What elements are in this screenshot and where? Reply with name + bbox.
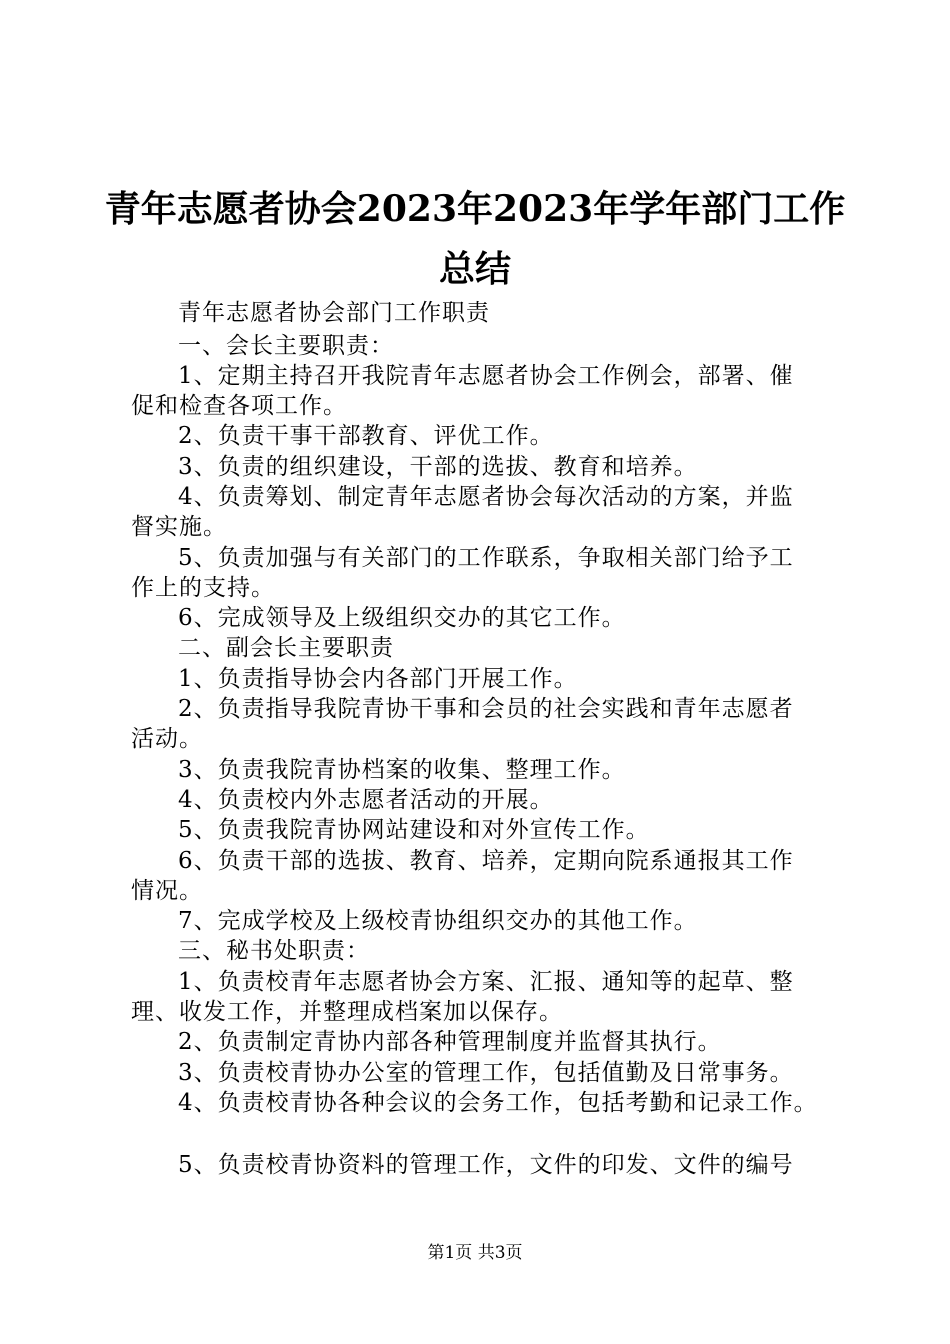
paragraph-line: 4、负责校青协各种会议的会务工作，包括考勤和记录工作。 — [178, 1090, 818, 1116]
paragraph-line: 1、负责指导协会内各部门开展工作。 — [178, 666, 578, 692]
paragraph-line: 3、负责的组织建设，干部的选拔、教育和培养。 — [178, 454, 698, 480]
page-footer: 第1页 共3页 — [427, 1243, 523, 1263]
paragraph-line: 情况。 — [131, 878, 203, 904]
heading-secretariat-duties: 三、秘书处职责： — [178, 938, 370, 964]
heading-vice-president-duties: 二、副会长主要职责 — [178, 635, 394, 661]
paragraph-line: 促和检查各项工作。 — [131, 393, 347, 419]
paragraph-line: 5、负责我院青协网站建设和对外宣传工作。 — [178, 817, 650, 843]
paragraph-line: 1、定期主持召开我院青年志愿者协会工作例会，部署、催 — [178, 363, 794, 389]
paragraph-line: 5、负责校青协资料的管理工作，文件的印发、文件的编号 — [178, 1152, 794, 1178]
paragraph-line: 6、完成领导及上级组织交办的其它工作。 — [178, 605, 626, 631]
document-title-line-2: 总结 — [438, 248, 511, 290]
section-heading: 青年志愿者协会部门工作职责 — [178, 300, 490, 326]
paragraph-line: 理、收发工作，并整理成档案加以保存。 — [131, 999, 563, 1025]
paragraph-line: 4、负责筹划、制定青年志愿者协会每次活动的方案，并监 — [178, 484, 794, 510]
paragraph-line: 作上的支持。 — [131, 575, 275, 601]
paragraph-line: 2、负责干事干部教育、评优工作。 — [178, 423, 554, 449]
paragraph-line: 5、负责加强与有关部门的工作联系，争取相关部门给予工 — [178, 545, 794, 571]
paragraph-line: 6、负责干部的选拔、教育、培养，定期向院系通报其工作 — [178, 848, 794, 874]
paragraph-line: 2、负责制定青协内部各种管理制度并监督其执行。 — [178, 1029, 722, 1055]
paragraph-line: 1、负责校青年志愿者协会方案、汇报、通知等的起草、整 — [178, 969, 794, 995]
paragraph-line: 4、负责校内外志愿者活动的开展。 — [178, 787, 554, 813]
paragraph-line: 3、负责我院青协档案的收集、整理工作。 — [178, 757, 626, 783]
paragraph-line: 活动。 — [131, 726, 203, 752]
paragraph-line: 督实施。 — [131, 514, 227, 540]
paragraph-line: 2、负责指导我院青协干事和会员的社会实践和青年志愿者 — [178, 696, 794, 722]
document-title-line-1: 青年志愿者协会2023年2023年学年部门工作 — [104, 188, 846, 230]
heading-president-duties: 一、会长主要职责： — [178, 333, 394, 359]
paragraph-line: 3、负责校青协办公室的管理工作，包括值勤及日常事务。 — [178, 1060, 794, 1086]
paragraph-line: 7、完成学校及上级校青协组织交办的其他工作。 — [178, 908, 698, 934]
